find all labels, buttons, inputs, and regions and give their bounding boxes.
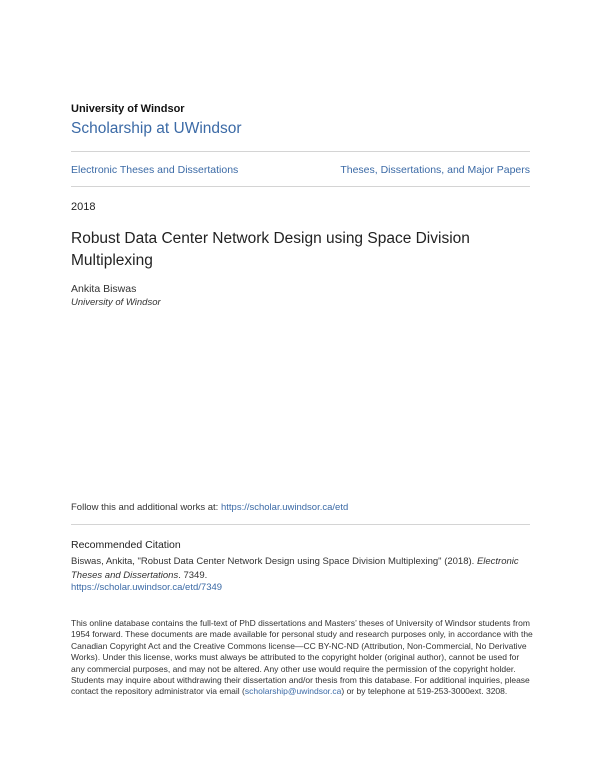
citation-heading: Recommended Citation — [71, 539, 181, 551]
follow-text: Follow this and additional works at: — [71, 502, 221, 513]
notice-tail: ) or by telephone at 519-253-3000ext. 3208. — [341, 686, 508, 697]
repository-link[interactable]: Scholarship at UWindsor — [71, 120, 242, 137]
notice-body: This online database contains the full-text of PhD dissertations and Masters’ theses of University of Windsor students from 1954 forward. These documents are made available for personal study and research purposes only, in accordance with the Canadian Copyright Act and the Creative Commons license—CC BY-NC-ND (Attribution, Non-Commercial, No Derivative Works). Under this license, works must always be attributed to the copyright holder (original author), cannot be used for any commercial purposes, and may not be altered. Any other use would require the permission of the copyright holder. Students may inquire about withdrawing their dissertation and/or thesis from this database. For additional inquiries, please contact the repository administrator via email ( — [71, 618, 533, 697]
university-name: University of Windsor — [71, 103, 185, 115]
divider-citation — [71, 524, 530, 525]
collection-link-etd[interactable]: Electronic Theses and Dissertations — [71, 164, 239, 176]
paper-title: Robust Data Center Network Design using Space Division Multiplexing — [71, 230, 470, 269]
citation-url-link[interactable]: https://scholar.uwindsor.ca/etd/7349 — [71, 582, 223, 593]
citation-plain: Biswas, Ankita, "Robust Data Center Network Design using Space Division Multiplexing" (2018). — [71, 556, 477, 567]
copyright-notice — [71, 618, 533, 698]
divider-collections — [71, 186, 530, 187]
publication-year: 2018 — [71, 201, 96, 213]
divider-top — [71, 151, 530, 152]
citation-text — [71, 555, 531, 583]
follow-line — [71, 502, 348, 513]
author-affiliation: University of Windsor — [71, 297, 161, 308]
email-link[interactable]: scholarship@uwindsor.ca — [244, 686, 342, 697]
citation-series: Electronic Theses and Dissertations — [71, 556, 519, 581]
follow-url-link[interactable]: https://scholar.uwindsor.ca/etd — [220, 502, 349, 513]
author-name: Ankita Biswas — [71, 283, 137, 295]
collection-link-theses[interactable]: Theses, Dissertations, and Major Papers — [340, 164, 530, 176]
citation-tail: . 7349. — [178, 570, 208, 581]
